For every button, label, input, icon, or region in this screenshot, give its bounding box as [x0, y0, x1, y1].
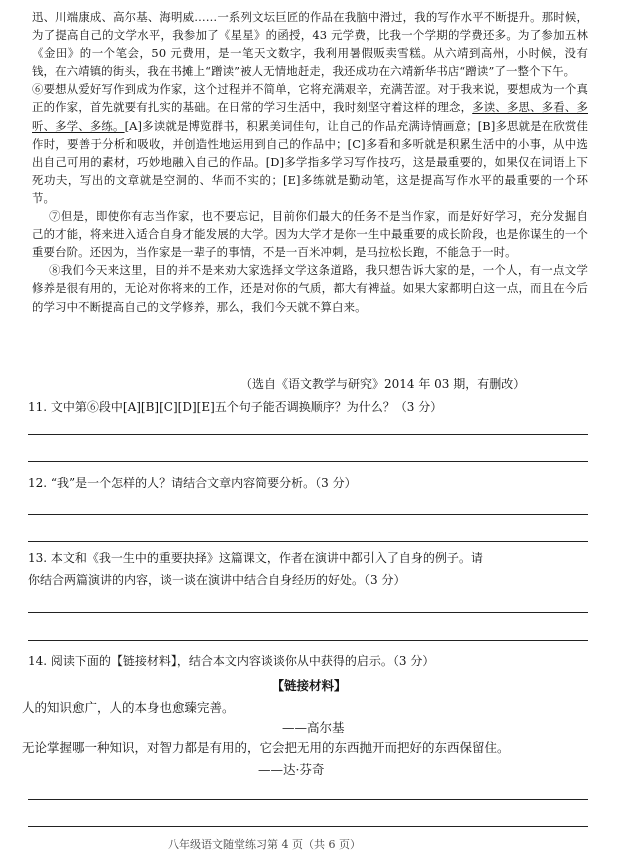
- material-quote-2: 无论掌握哪一种知识，对智力都是有用的，它会把无用的东西抛开而把好的东西保留住。: [22, 740, 510, 755]
- link-material-title: 【链接材料】: [271, 678, 347, 693]
- passage-paragraph-6: [32, 80, 588, 207]
- question-13-line-2: 你结合两篇演讲的内容，谈一谈在演讲中结合自身经历的好处。（3 分）: [28, 573, 406, 587]
- reading-passage: [32, 8, 588, 316]
- answer-line-13b[interactable]: [28, 640, 588, 641]
- paragraph-6-intro: ⑥要想从爱好写作到成为作家，这个过程并不简单，它将充满艰辛，充满苦涩。对于我来说，要想成为一个真正的作家，首先就要有扎实的基础。在日常的学习生活中，我时刻坚守着这样的理念，: [32, 82, 588, 115]
- question-13-line-1: 13. 本文和《我一生中的重要抉择》这篇课文，作者在演讲中都引入了自身的例子。请: [28, 551, 483, 565]
- answer-line-11b[interactable]: [28, 461, 588, 462]
- passage-source: （选自《语文教学与研究》2014 年 03 期，有删改）: [240, 377, 526, 391]
- material-attribution-1: ——高尔基: [282, 720, 345, 735]
- question-11: 11. 文中第⑥段中[A][B][C][D][E]五个句子能否调换顺序？为什么？（3 分）: [28, 400, 443, 414]
- material-quote-1: 人的知识愈广，人的本身也愈臻完善。: [22, 700, 235, 715]
- paragraph-6-sentences: [A]多读就是博览群书，积累美词佳句，让自己的作品充满诗情画意；[B]多思就是在欣赏佳作时，要善于分析和吸收，并创造性地运用到自己的作品中；[C]多看和多听就是积累生活中的小事，从中选出自己可用的素材，巧妙地融入自己的作品。[D]多学指多学习写作技巧，这是最重要的，如果仅在词语上下死功夫，写出的文章就是空洞的、华而不实的；[E]多练就是勤动笔，这是提高写作水平的最重要的一个环节。: [32, 118, 588, 205]
- answer-line-12b[interactable]: [28, 541, 588, 542]
- passage-paragraph-7: ⑦但是，即使你有志当作家，也不要忘记，目前你们最大的任务不是当作家，而是好好学习，充分发掘自己的才能，将来进入适合自身才能发展的大学。因为大学才是你一生中最重要的成长阶段，也是你谋生的一个重要台阶。还因为，当作家是一辈子的事情，不是一百米冲刺，是马拉松长跑，不能急于一时。: [32, 209, 588, 260]
- passage-paragraph-continued: 迅、川端康成、高尔基、海明威……一系列文坛巨匠的作品在我脑中滑过，我的写作水平不断提升。那时候，为了提高自己的文学水平，我参加了《星星》的函授，43 元学费，比我一个学期的学费还多。为了参加五林《金田》的一个笔会，50 元费用，是一笔天文数字，我利用暑假贩卖雪糕。从六靖到高州，小时候，没有钱，在六靖镇的街头，我在书摊上“蹭读”被人无情地赶走，我还成功在六靖新华书店“蹭读”了一整个下午。: [32, 10, 588, 79]
- passage-paragraph-8: ⑧我们今天来这里，目的并不是来劝大家选择文学这条道路，我只想告诉大家的是，一个人，有一点文学修养是很有用的，无论对你将来的工作，还是对你的气质，都大有裨益。如果大家都明白这一点，而且在今后的学习中不断提高自己的文学修养，那么，我们今天就不算白来。: [32, 263, 588, 314]
- answer-line-14a[interactable]: [28, 799, 588, 800]
- paragraph-6-underlined-phrase: 多读、多思、多看、多听、多学、多练。: [32, 100, 588, 133]
- page-footer: 八年级语文随堂练习第 4 页（共 6 页）: [168, 838, 361, 851]
- answer-line-13a[interactable]: [28, 612, 588, 613]
- answer-line-14b[interactable]: [28, 826, 588, 827]
- answer-line-11a[interactable]: [28, 434, 588, 435]
- material-attribution-2: ——达·芬奇: [258, 762, 325, 777]
- question-14: 14. 阅读下面的【链接材料】，结合本文内容谈谈你从中获得的启示。（3 分）: [28, 654, 435, 668]
- answer-line-12a[interactable]: [28, 514, 588, 515]
- question-12: 12. “我”是一个怎样的人？请结合文章内容简要分析。（3 分）: [28, 476, 357, 490]
